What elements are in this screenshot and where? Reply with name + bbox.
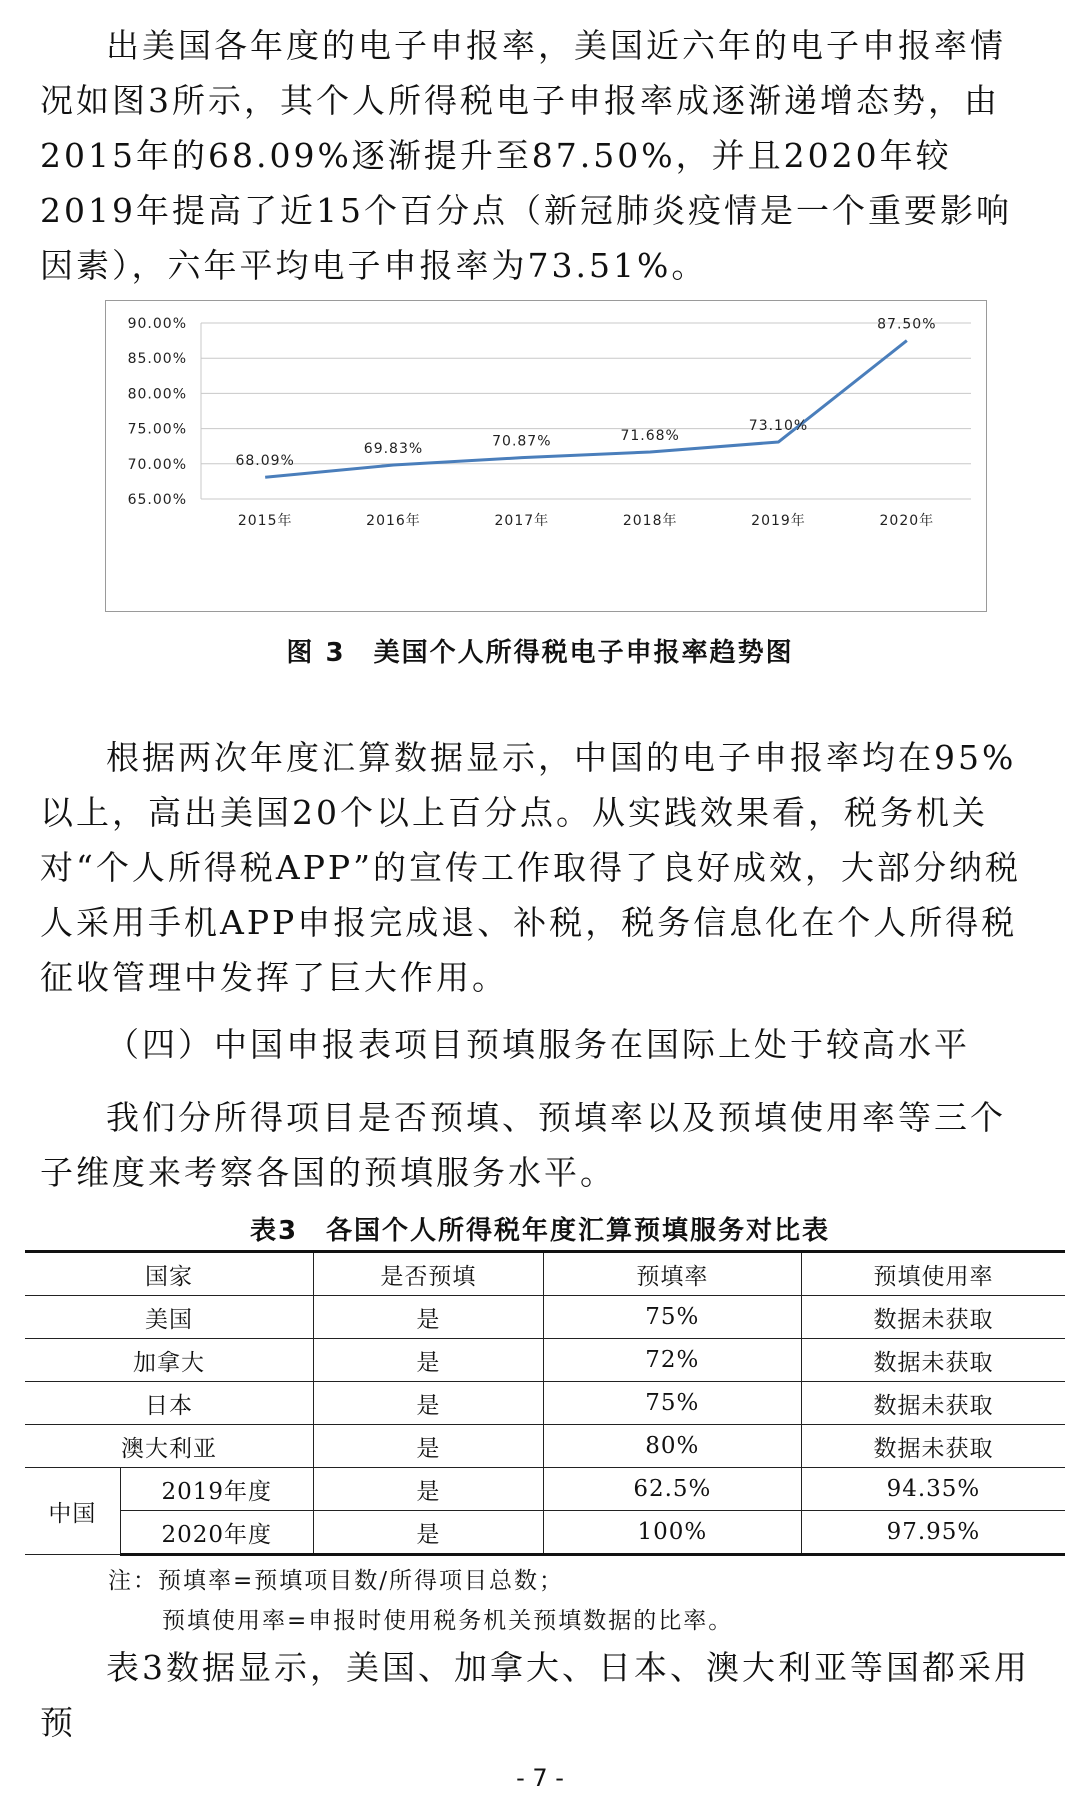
cell-rate: 100% <box>543 1511 801 1555</box>
cell-prefill: 是 <box>313 1296 543 1339</box>
cell-usage: 97.95% <box>801 1511 1065 1555</box>
header-prefill: 是否预填 <box>313 1252 543 1296</box>
cell-usage: 94.35% <box>801 1468 1065 1511</box>
paragraph-electronic-filing-us: 出美国各年度的电子申报率，美国近六年的电子申报率情况如图3所示，其个人所得税电子申报率成逐渐递增态势，由2015年的68.09%逐渐提升至87.50%，并且2020年较2019年提高了近15个百分点（新冠肺炎疫情是一个重要影响因素），六年平均电子申报率为73.51%。 <box>40 26 1012 285</box>
table-row <box>25 1425 1065 1468</box>
chart-x-tick-label: 2015年 <box>237 513 293 529</box>
paragraph-china-e-filing: 根据两次年度汇算数据显示，中国的电子申报率均在95%以上，高出美国20个以上百分点。从实践效果看，税务机关对“个人所得税APP”的宣传工作取得了良好成效，大部分纳税人采用手机APP申报完成退、补税，税务信息化在个人所得税征收管理中发挥了巨大作用。 <box>40 738 1021 997</box>
cell-usage: 数据未获取 <box>801 1339 1065 1382</box>
table-row <box>25 1296 1065 1339</box>
cell-rate: 62.5% <box>543 1468 801 1511</box>
cell-country-china: 中国 <box>25 1468 120 1555</box>
cell-country: 美国 <box>25 1296 313 1339</box>
chart-x-tick-label: 2017年 <box>494 513 550 529</box>
chart-x-axis <box>238 512 934 529</box>
cell-rate: 80% <box>543 1425 801 1468</box>
cell-rate: 75% <box>543 1382 801 1425</box>
cell-prefill: 是 <box>313 1339 543 1382</box>
chart-x-tick-label: 2018年 <box>622 513 678 529</box>
header-prefill-rate: 预填率 <box>543 1252 801 1296</box>
table-row <box>25 1468 1065 1511</box>
cell-prefill: 是 <box>313 1425 543 1468</box>
table-caption: 表3 各国个人所得税年度汇算预填服务对比表 <box>249 1216 831 1246</box>
page-number: - 7 - <box>516 1764 564 1792</box>
chart-x-tick-label: 2016年 <box>366 513 421 529</box>
chart-data-label: 87.50% <box>877 316 937 333</box>
chart-data-label: 68.09% <box>235 453 295 470</box>
line-chart-us-e-filing <box>105 300 987 612</box>
table-header-row <box>25 1252 1065 1296</box>
paragraph-table-summary: 表3数据显示，美国、加拿大、日本、澳大利亚等国都采用预 <box>40 1648 1030 1742</box>
header-usage-rate: 预填使用率 <box>801 1252 1065 1296</box>
table-note: 注：预填率=预填项目数/所得项目总数； <box>108 1568 565 1594</box>
table-row <box>25 1511 1065 1555</box>
cell-usage: 数据未获取 <box>801 1425 1065 1468</box>
table-row <box>25 1382 1065 1425</box>
chart-canvas <box>106 301 986 611</box>
cell-prefill: 是 <box>313 1511 543 1555</box>
chart-data-label: 71.68% <box>620 427 680 444</box>
paragraph-prefill-dimensions: 我们分所得项目是否预填、预填率以及预填使用率等三个子维度来考察各国的预填服务水平。 <box>40 1098 1006 1192</box>
cell-rate: 75% <box>543 1296 801 1339</box>
cell-prefill: 是 <box>313 1382 543 1425</box>
chart-y-axis <box>128 316 187 508</box>
chart-y-tick-label: 85.00% <box>127 351 187 368</box>
chart-y-tick-label: 90.00% <box>127 316 187 332</box>
cell-prefill: 是 <box>313 1468 543 1511</box>
chart-y-tick-label: 75.00% <box>127 421 187 438</box>
prefill-comparison-table <box>25 1250 1065 1556</box>
chart-data-label: 69.83% <box>363 440 424 457</box>
figure-caption: 图 3 美国个人所得税电子申报率趋势图 <box>286 638 794 668</box>
section-heading: （四）中国申报表项目预填服务在国际上处于较高水平 <box>106 1025 970 1064</box>
cell-country: 日本 <box>25 1382 313 1425</box>
cell-year: 2020年度 <box>120 1511 313 1555</box>
cell-year: 2019年度 <box>120 1468 313 1511</box>
chart-series-line <box>265 341 907 478</box>
chart-y-tick-label: 65.00% <box>127 492 187 508</box>
cell-usage: 数据未获取 <box>801 1382 1065 1425</box>
table-note: 预填使用率=申报时使用税务机关预填数据的比率。 <box>162 1608 734 1634</box>
cell-country: 加拿大 <box>25 1339 313 1382</box>
chart-x-tick-label: 2019年 <box>751 513 806 529</box>
chart-data-label: 70.87% <box>492 433 552 450</box>
cell-country: 澳大利亚 <box>25 1425 313 1468</box>
header-country: 国家 <box>25 1252 313 1296</box>
table-row <box>25 1339 1065 1382</box>
chart-y-tick-label: 70.00% <box>127 456 187 473</box>
chart-y-tick-label: 80.00% <box>127 386 187 403</box>
chart-x-tick-label: 2020年 <box>879 513 935 529</box>
chart-data-label: 73.10% <box>748 417 809 434</box>
cell-rate: 72% <box>543 1339 801 1382</box>
cell-usage: 数据未获取 <box>801 1296 1065 1339</box>
